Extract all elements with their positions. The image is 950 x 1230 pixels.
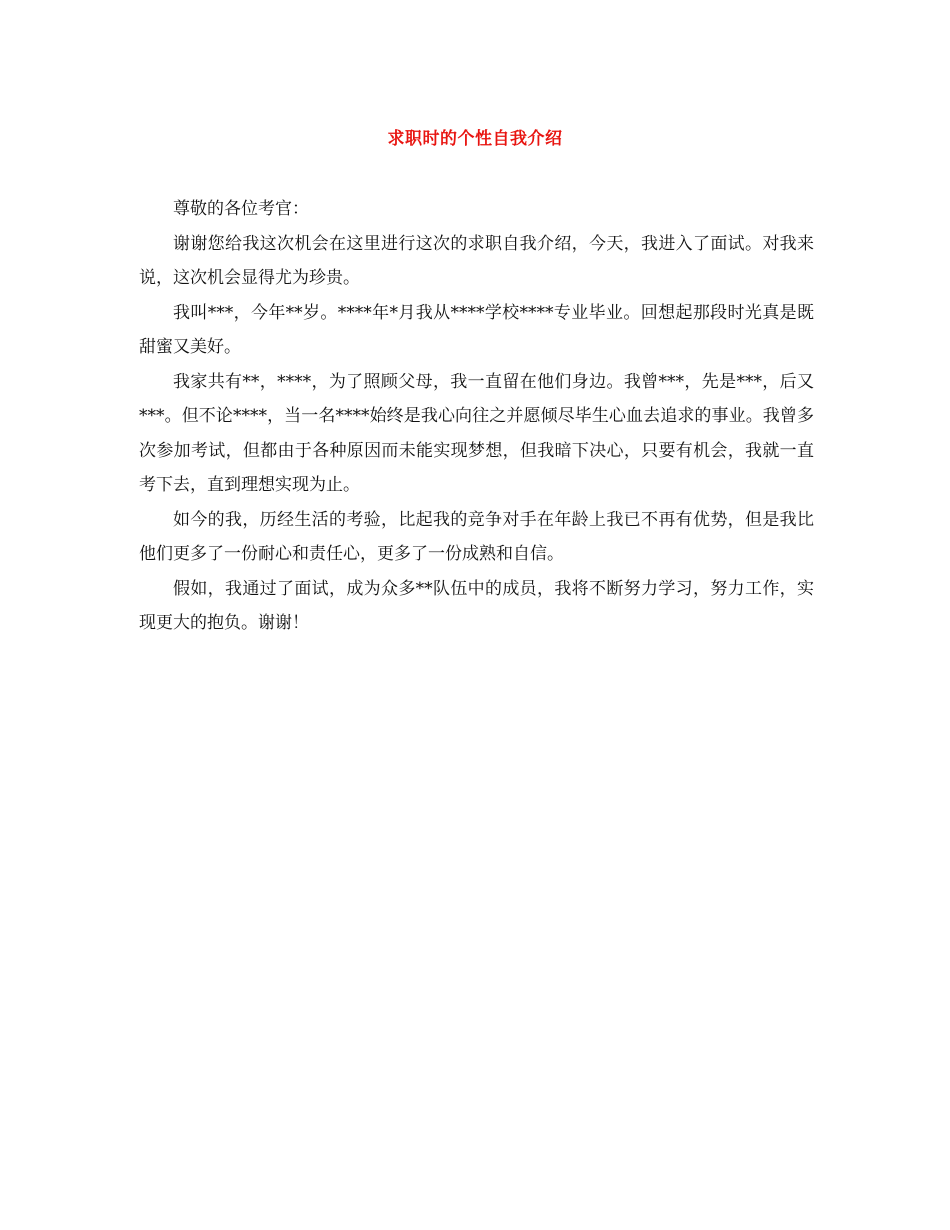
body-paragraph: 我叫***，今年**岁。****年*月我从****学校****专业毕业。回想起那段时光真是既甜蜜又美好。 [139,302,814,357]
document-title: 求职时的个性自我介绍 [387,129,563,149]
body-paragraph: 谢谢您给我这次机会在这里进行这次的求职自我介绍，今天，我进入了面试。对我来说，这次机会显得尤为珍贵。 [139,233,814,288]
salutation-paragraph: 尊敬的各位考官： [173,199,309,219]
body-paragraph: 我家共有**，****，为了照顾父母，我一直留在他们身边。我曾***，先是***，后又***。但不论****，当一名****始终是我心向往之并愿倾尽毕生心血去追求的事业。我曾多次参加考试，但都由于各种原因而未能实现梦想，但我暗下决心，只要有机会，我就一直考下去，直到理想实现为止。 [139,371,814,495]
document-body [139,192,814,641]
body-paragraph: 如今的我，历经生活的考验，比起我的竞争对手在年龄上我已不再有优势，但是我比他们更多了一份耐心和责任心，更多了一份成熟和自信。 [139,509,814,564]
closing-paragraph: 假如，我通过了面试，成为众多**队伍中的成员，我将不断努力学习，努力工作，实现更大的抱负。谢谢！ [139,578,814,633]
